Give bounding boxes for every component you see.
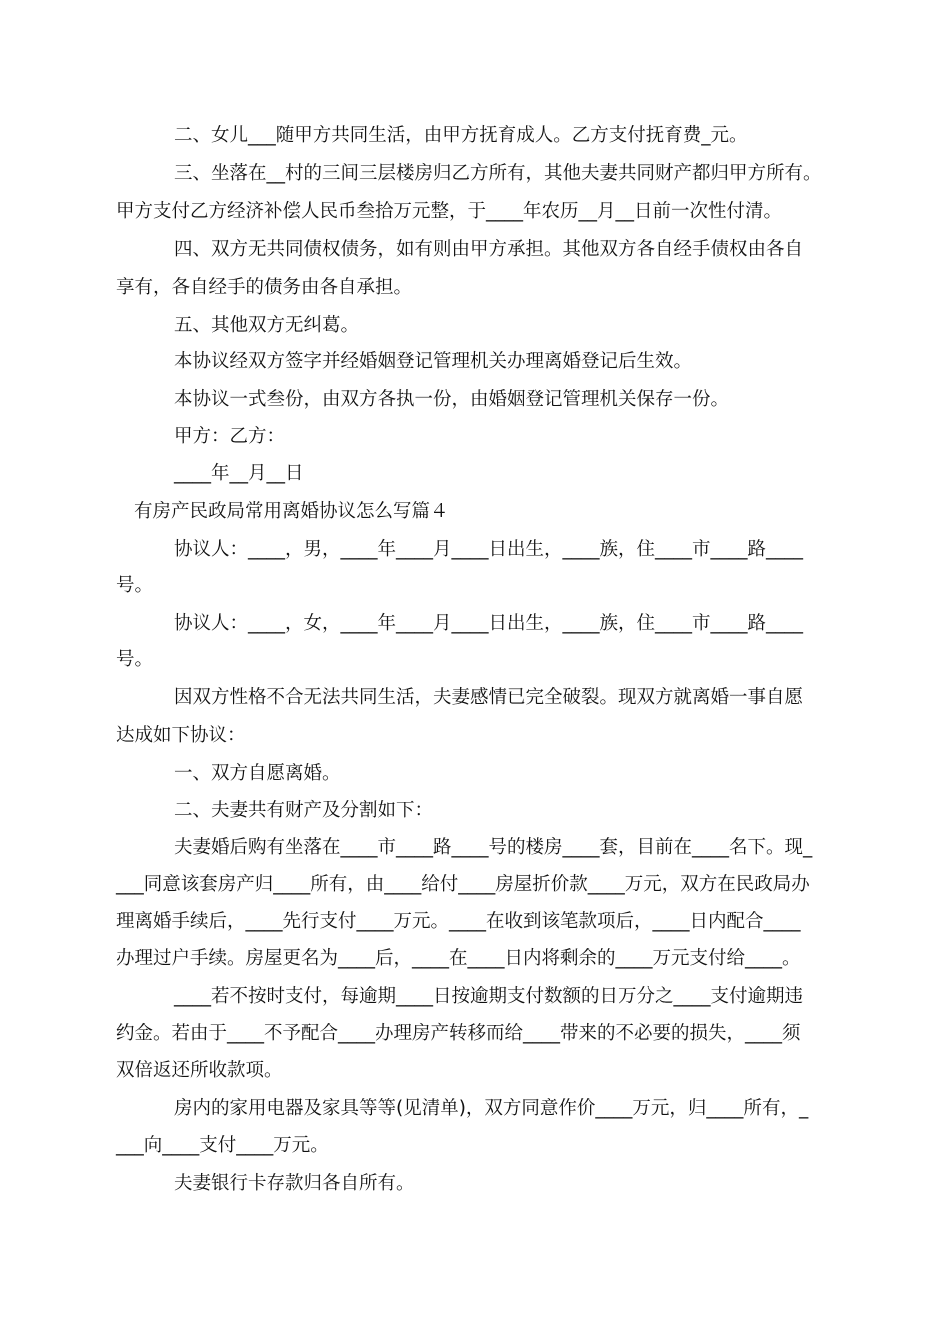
text-line: 号。 xyxy=(116,575,154,596)
text-line: 三、坐落在__村的三间三层楼房归乙方所有，其他夫妻共同财产都归甲方所有。 xyxy=(174,163,822,184)
text-line: 享有，各自经手的债务由各自承担。 xyxy=(116,277,413,298)
text-line: 五、其他双方无纠葛。 xyxy=(174,315,360,336)
text-line: 夫妻婚后购有坐落在____市____路____号的楼房____套，目前在____名下。现_ xyxy=(174,837,813,858)
text-line: 二、夫妻共有财产及分割如下： xyxy=(174,800,434,821)
text-line: 因双方性格不合无法共同生活，夫妻感情已完全破裂。现双方就离婚一事自愿 xyxy=(174,687,804,708)
text-line: 协议人：____，男，____年____月____日出生，____族，住____市____路____ xyxy=(174,539,804,560)
text-line: 本协议经双方签字并经婚姻登记管理机关办理离婚登记后生效。 xyxy=(174,351,693,372)
text-line: 双倍返还所收款项。 xyxy=(116,1060,283,1081)
text-line: 达成如下协议： xyxy=(116,725,246,746)
text-line: ___同意该套房产归____所有，由____给付____房屋折价款____万元，双方在民政局办 xyxy=(116,874,810,895)
text-line: 办理过户手续。房屋更名为____后，____在____日内将剩余的____万元支付给____。 xyxy=(116,948,801,969)
text-line: 约金。若由于____不予配合____办理房产转移而给____带来的不必要的损失，____须 xyxy=(116,1023,801,1044)
text-line: 房内的家用电器及家具等等(见清单)，双方同意作价____万元，归____所有，_ xyxy=(174,1098,809,1119)
section-heading: 有房产民政局常用离婚协议怎么写篇４ xyxy=(134,501,449,522)
text-line: 一、双方自愿离婚。 xyxy=(174,763,341,784)
text-line: 二、女儿___随甲方共同生活，由甲方抚育成人。乙方支付抚育费_元。 xyxy=(174,125,748,146)
text-line: 夫妻银行卡存款归各自所有。 xyxy=(174,1173,415,1194)
text-line: 协议人：____，女，____年____月____日出生，____族，住____市____路____ xyxy=(174,613,804,634)
text-line: 四、双方无共同债权债务，如有则由甲方承担。其他双方各自经手债权由各自 xyxy=(174,239,804,260)
date-line: ____年__月__日 xyxy=(174,463,304,484)
signature-line: 甲方：乙方： xyxy=(174,426,286,447)
text-line: ___向____支付____万元。 xyxy=(116,1135,329,1156)
text-line: 理离婚手续后，____先行支付____万元。____在收到该笔款项后，____日内配合____ xyxy=(116,911,801,932)
text-line: ____若不按时支付，每逾期____日按逾期支付数额的日万分之____支付逾期违 xyxy=(174,986,804,1007)
text-line: 甲方支付乙方经济补偿人民币叁拾万元整，于____年农历__月__日前一次性付清。 xyxy=(116,201,783,222)
text-line: 号。 xyxy=(116,649,154,670)
text-line: 本协议一式叁份，由双方各执一份，由婚姻登记管理机关保存一份。 xyxy=(174,389,730,410)
